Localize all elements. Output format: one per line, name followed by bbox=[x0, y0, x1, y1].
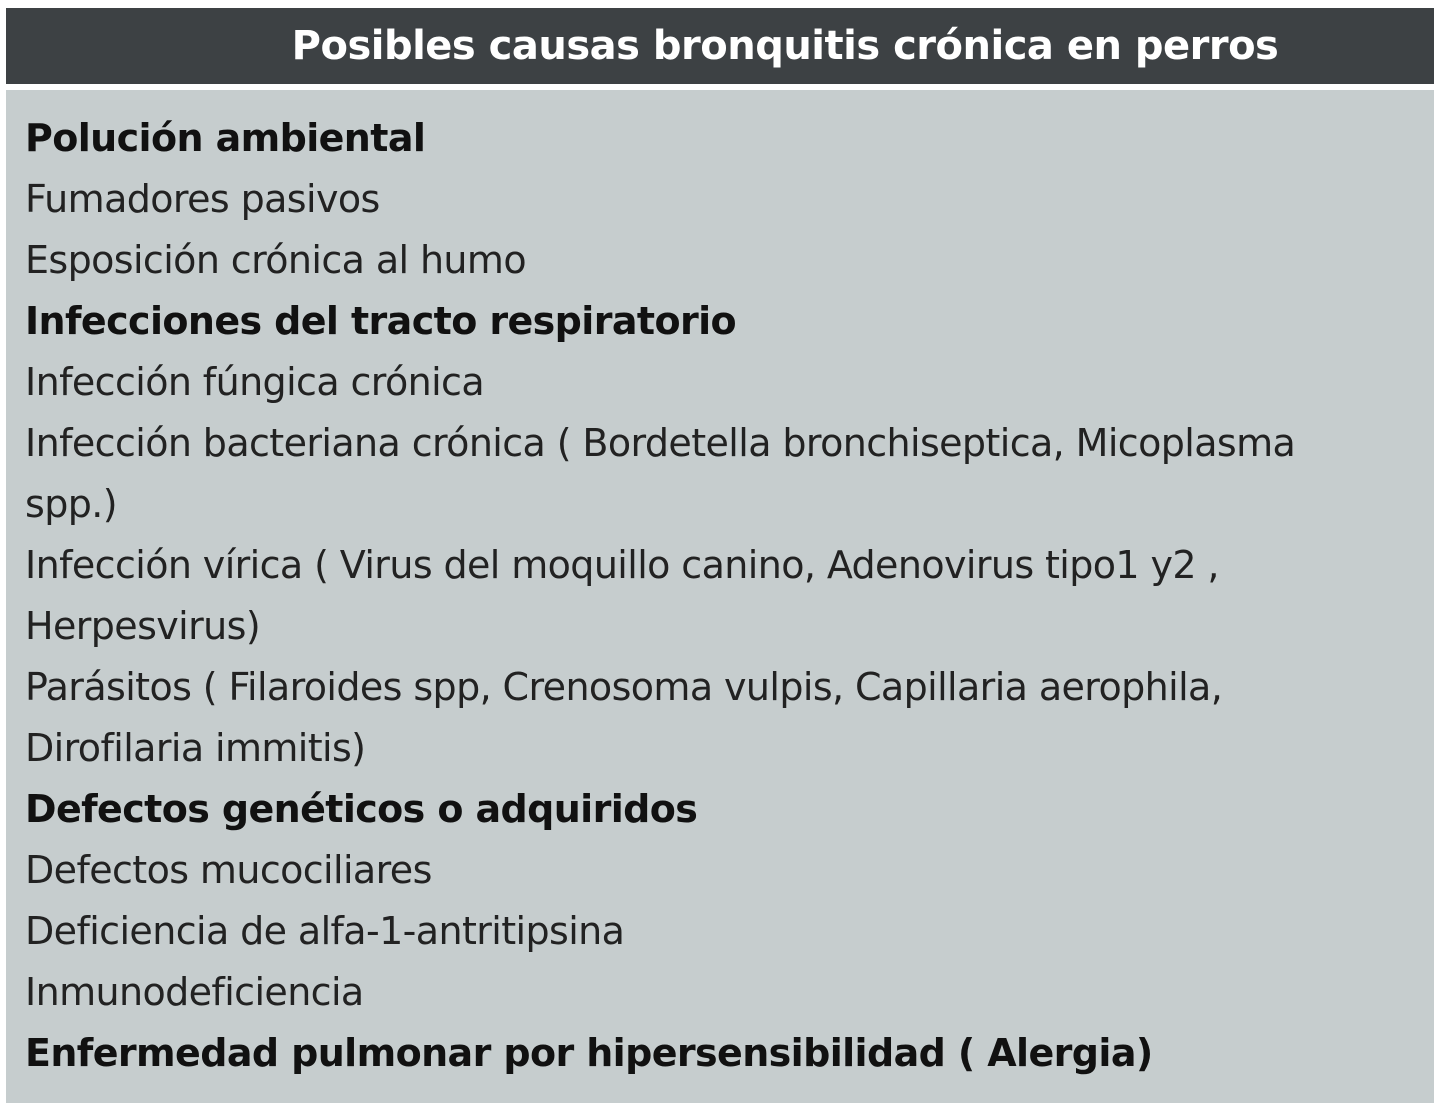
cause-bacterial-infection-cont: spp.) bbox=[25, 482, 117, 526]
cause-parasites: Parásitos ( Filaroides spp, Crenosoma vulpis, Capillaria aerophila, bbox=[25, 665, 1223, 709]
cause-mucociliary-defects: Defectos mucociliares bbox=[25, 848, 432, 892]
causes-table bbox=[6, 8, 1434, 1103]
table-title: Posibles causas bronquitis crónica en perros bbox=[291, 23, 1279, 69]
table-header bbox=[6, 8, 1434, 84]
cause-smoke-exposure: Esposición crónica al humo bbox=[25, 238, 526, 282]
cause-alpha1-deficiency: Deficiencia de alfa-1-antritipsina bbox=[25, 909, 625, 953]
cause-passive-smokers: Fumadores pasivos bbox=[25, 177, 380, 221]
category-pollution: Polución ambiental bbox=[25, 116, 426, 160]
cause-fungal-infection: Infección fúngica crónica bbox=[25, 360, 485, 404]
cause-bacterial-infection: Infección bacteriana crónica ( Bordetella bronchiseptica, Micoplasma bbox=[25, 421, 1296, 465]
cause-parasites-cont: Dirofilaria immitis) bbox=[25, 726, 366, 770]
table-body bbox=[6, 90, 1434, 1103]
category-hypersensitivity: Enfermedad pulmonar por hipersensibilidad ( Alergia) bbox=[25, 1031, 1153, 1075]
cause-immunodeficiency: Inmunodeficiencia bbox=[25, 970, 364, 1014]
category-respiratory-infections: Infecciones del tracto respiratorio bbox=[25, 299, 737, 343]
cause-viral-infection-cont: Herpesvirus) bbox=[25, 604, 261, 648]
cause-viral-infection: Infección vírica ( Virus del moquillo canino, Adenovirus tipo1 y2 , bbox=[25, 543, 1219, 587]
category-genetic-defects: Defectos genéticos o adquiridos bbox=[25, 787, 698, 831]
